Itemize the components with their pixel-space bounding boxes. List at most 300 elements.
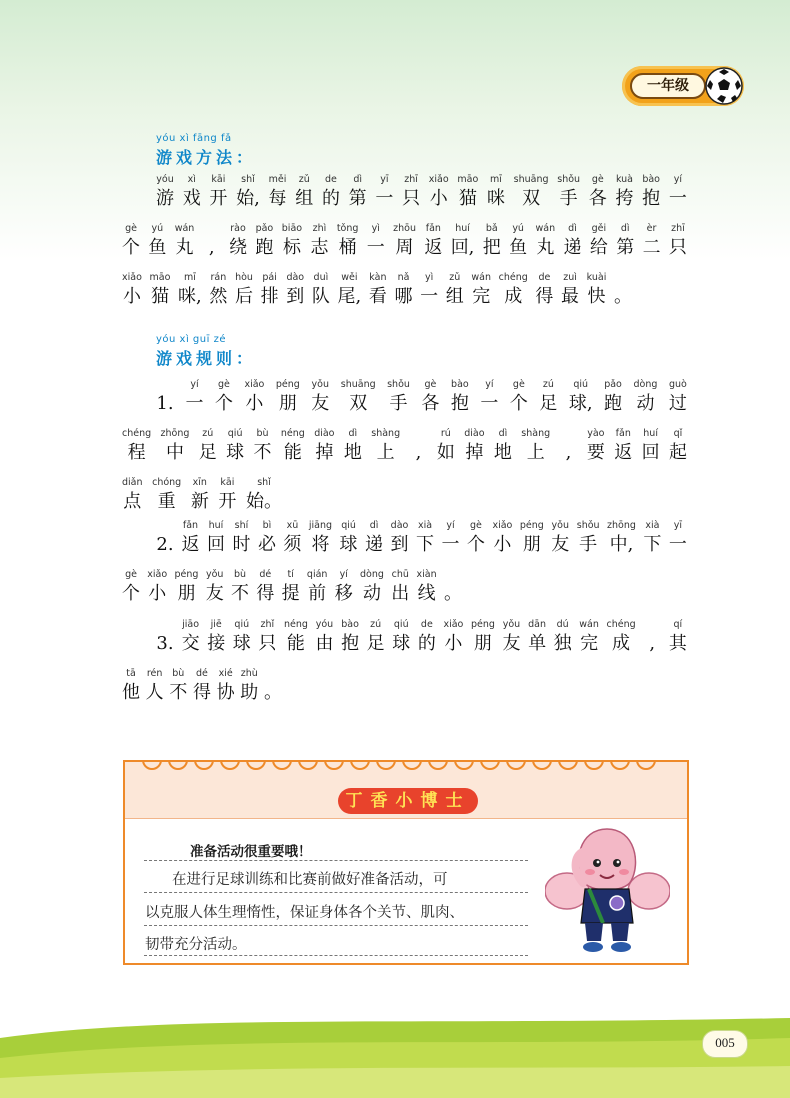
- ruby-token: [335, 567, 353, 611]
- pinyin: zhī: [404, 174, 418, 185]
- hanzi: 足: [198, 442, 217, 463]
- ruby-token: [147, 567, 167, 611]
- ruby-token: [258, 518, 276, 562]
- ruby-token: [185, 377, 203, 421]
- pinyin: dú: [556, 619, 569, 630]
- pinyin: zhǐ: [260, 619, 275, 630]
- pinyin: chéng: [122, 428, 152, 439]
- hanzi: 手: [389, 393, 408, 414]
- ruby-token: [175, 221, 195, 265]
- pinyin: zú: [202, 428, 214, 439]
- hanzi: 递: [365, 534, 384, 555]
- ruby-token: [209, 172, 227, 216]
- hanzi: 得: [256, 583, 275, 604]
- hanzi: 个: [122, 237, 140, 258]
- ruby-token: [150, 270, 171, 314]
- ruby-token: [309, 518, 332, 562]
- ruby-token: [269, 172, 287, 216]
- pinyin: zú: [370, 619, 382, 630]
- hanzi: ,: [208, 237, 215, 258]
- pinyin: wán: [579, 619, 599, 630]
- tip-title: 丁香小博士: [338, 788, 478, 814]
- ruby-token: [218, 475, 236, 519]
- ruby-token: [560, 426, 578, 470]
- ruby-token: [240, 666, 258, 710]
- hanzi: 一: [185, 393, 204, 414]
- ruby-token: [451, 221, 475, 265]
- ruby-token: [203, 221, 221, 265]
- hanzi: 得: [535, 286, 554, 307]
- hanzi: 球: [226, 442, 245, 463]
- pinyin: wěi: [341, 272, 358, 283]
- pinyin: péng: [519, 520, 544, 531]
- rules-title-text: 游戏规则：: [156, 349, 257, 368]
- hanzi: 返: [424, 237, 443, 258]
- dashed-rule: [144, 925, 528, 926]
- ruby-token: [387, 377, 410, 421]
- ruby-token: [606, 617, 635, 661]
- pinyin: yì: [425, 272, 434, 283]
- ruby-token: [551, 518, 569, 562]
- tip-heading: 准备活动很重要哦！: [190, 844, 312, 860]
- ruby-token: [255, 221, 273, 265]
- ruby-token: [178, 270, 202, 314]
- pinyin: huí: [455, 223, 470, 234]
- hanzi: 过: [668, 393, 687, 414]
- ruby-token: [367, 221, 385, 265]
- hanzi: 小: [148, 583, 167, 604]
- pinyin: chéng: [606, 619, 636, 630]
- hanzi: 绕: [229, 237, 248, 258]
- grade-badge: [622, 66, 744, 106]
- hanzi: 二: [642, 237, 661, 258]
- ruby-token: [642, 172, 660, 216]
- hanzi: 一: [375, 188, 394, 209]
- ruby-token: [467, 518, 485, 562]
- hanzi: 抱: [341, 633, 360, 654]
- ruby-token: [282, 567, 300, 611]
- hanzi: 小: [122, 286, 141, 307]
- hanzi: 必: [257, 534, 276, 555]
- hanzi: 回: [641, 442, 660, 463]
- hanzi: 丸: [175, 237, 194, 258]
- pinyin: duì: [313, 272, 329, 283]
- hanzi: 新: [190, 491, 209, 512]
- ruby-token: [561, 270, 579, 314]
- hanzi: 手: [579, 534, 598, 555]
- ruby-token: [254, 426, 272, 470]
- hanzi: 。: [613, 286, 632, 307]
- ruby-token: [217, 666, 235, 710]
- ruby-token: [557, 172, 580, 216]
- page-number: 005: [702, 1030, 748, 1058]
- hanzi: 个: [466, 534, 485, 555]
- pinyin: dì: [348, 428, 358, 439]
- ruby-token: [122, 270, 142, 314]
- rules-title-pinyin: yóu xì guī zé: [156, 334, 226, 345]
- text-line: [122, 567, 462, 611]
- ruby-token: [420, 270, 438, 314]
- pinyin: kāi: [220, 477, 235, 488]
- ruby-token: [122, 426, 151, 470]
- hanzi: 地: [493, 442, 512, 463]
- ruby-token: [446, 270, 464, 314]
- ruby-token: [669, 221, 687, 265]
- pinyin: xì: [187, 174, 196, 185]
- pinyin: zǔ: [298, 174, 310, 185]
- pinyin: yī: [673, 520, 683, 531]
- pinyin: dé: [196, 668, 208, 679]
- ruby-token: [340, 518, 358, 562]
- ruby-token: [231, 567, 249, 611]
- hanzi: 周: [395, 237, 414, 258]
- ruby-token: [156, 617, 174, 661]
- pinyin: dé: [259, 569, 272, 580]
- hanzi: 如: [436, 442, 455, 463]
- hanzi: 的: [321, 188, 340, 209]
- pinyin: pǎo: [255, 223, 274, 234]
- pinyin: diào: [314, 428, 335, 439]
- hanzi: 第: [616, 237, 635, 258]
- pinyin: shàng: [371, 428, 401, 439]
- grade-label: 一年级: [630, 73, 706, 99]
- hanzi: 朋: [278, 393, 297, 414]
- text-line: [156, 617, 687, 661]
- hanzi: 抱: [642, 188, 661, 209]
- pinyin: yí: [190, 379, 199, 390]
- grass-decoration: [0, 1008, 790, 1098]
- ruby-token: [283, 518, 301, 562]
- ruby-token: [393, 221, 416, 265]
- pinyin: dì: [369, 520, 379, 531]
- ruby-token: [429, 172, 449, 216]
- pinyin: zú: [542, 379, 554, 390]
- pinyin: yǒu: [206, 569, 224, 580]
- hanzi: 始,: [236, 188, 260, 209]
- hanzi: 组: [445, 286, 464, 307]
- pinyin: yóu: [315, 619, 334, 630]
- ruby-token: [122, 221, 140, 265]
- hanzi: 戏: [182, 188, 201, 209]
- ruby-token: [487, 172, 505, 216]
- hanzi: 得: [192, 682, 211, 703]
- text-line: [156, 377, 687, 421]
- pinyin: shǒu: [557, 174, 581, 185]
- ruby-token: [276, 377, 300, 421]
- hanzi: 球: [232, 633, 251, 654]
- hanzi: 程: [127, 442, 146, 463]
- ruby-token: [199, 426, 217, 470]
- ruby-token: [642, 426, 660, 470]
- ruby-token: [569, 377, 593, 421]
- text-line: [122, 475, 282, 519]
- pinyin: pǎo: [604, 379, 622, 390]
- ruby-token: [365, 518, 383, 562]
- ruby-token: [215, 377, 233, 421]
- ruby-token: [669, 617, 687, 661]
- hanzi: 咪: [486, 188, 505, 209]
- ruby-token: [264, 666, 282, 710]
- ruby-token: [307, 567, 328, 611]
- ruby-token: [229, 221, 247, 265]
- ruby-token: [261, 270, 279, 314]
- hanzi: 队: [311, 286, 330, 307]
- ruby-token: [521, 426, 550, 470]
- pinyin: diào: [464, 428, 485, 439]
- pinyin: jiāo: [182, 619, 200, 630]
- ruby-token: [182, 617, 200, 661]
- hanzi: 能: [283, 442, 302, 463]
- hanzi: 猫: [458, 188, 477, 209]
- rules-section-title: [156, 334, 256, 369]
- hanzi: 小: [245, 393, 264, 414]
- hanzi: 由: [315, 633, 334, 654]
- ruby-token: [367, 617, 385, 661]
- hanzi: 点: [123, 491, 142, 512]
- hanzi: 开: [209, 188, 228, 209]
- ruby-token: [375, 172, 393, 216]
- hanzi: 重: [157, 491, 176, 512]
- hanzi: 单: [528, 633, 547, 654]
- hanzi: 猫: [150, 286, 169, 307]
- pinyin: péng: [275, 379, 300, 390]
- pinyin: nǎ: [397, 272, 410, 283]
- hanzi: 协: [216, 682, 235, 703]
- pinyin: xià: [417, 520, 433, 531]
- hanzi: 他: [122, 682, 140, 703]
- ruby-token: [616, 221, 634, 265]
- pinyin: dì: [353, 174, 362, 185]
- hanzi: 朋: [522, 534, 541, 555]
- hanzi: 完: [472, 286, 491, 307]
- pinyin: tí: [287, 569, 294, 580]
- hanzi: 不: [231, 583, 250, 604]
- pinyin: bào: [451, 379, 469, 390]
- pinyin: kuà: [615, 174, 633, 185]
- hanzi: 个: [509, 393, 528, 414]
- hanzi: 前: [308, 583, 327, 604]
- ruby-token: [424, 221, 442, 265]
- hanzi: 助: [240, 682, 259, 703]
- hanzi: 标: [282, 237, 301, 258]
- pinyin: qián: [306, 569, 328, 580]
- ruby-token: [451, 377, 469, 421]
- ruby-token: [409, 426, 427, 470]
- pinyin: yí: [485, 379, 494, 390]
- tip-line-2: 以克服人体生理惰性，保证身体各个关节、肌肉、: [145, 905, 464, 921]
- pinyin: qiú: [573, 379, 589, 390]
- dashed-rule: [144, 892, 528, 893]
- hanzi: 到: [286, 286, 305, 307]
- pinyin: xié: [218, 668, 233, 679]
- pinyin: de: [420, 619, 433, 630]
- hanzi: 起: [669, 442, 687, 463]
- pinyin: gěi: [591, 223, 607, 234]
- ruby-token: [395, 270, 413, 314]
- hanzi: 一: [480, 393, 499, 414]
- ruby-token: [156, 377, 174, 421]
- pinyin: mī: [183, 272, 196, 283]
- pinyin: xiàn: [416, 569, 437, 580]
- ruby-token: [322, 172, 340, 216]
- hanzi: 挎: [615, 188, 634, 209]
- pinyin: péng: [470, 619, 495, 630]
- ruby-token: [590, 221, 608, 265]
- ruby-token: [146, 666, 164, 710]
- hanzi: 独: [553, 633, 572, 654]
- ruby-token: [341, 377, 376, 421]
- ruby-token: [418, 617, 436, 661]
- ruby-token: [236, 172, 260, 216]
- hanzi: 完: [580, 633, 599, 654]
- ruby-token: [554, 617, 572, 661]
- ruby-token: [235, 270, 253, 314]
- text-line: [122, 270, 632, 314]
- pinyin: zuì: [563, 272, 577, 283]
- pinyin: rào: [230, 223, 246, 234]
- hanzi: 手: [559, 188, 578, 209]
- pinyin: bù: [234, 569, 247, 580]
- hanzi: 。: [263, 682, 282, 703]
- hanzi: ,: [415, 442, 422, 463]
- hanzi: 一: [420, 286, 439, 307]
- ruby-token: [464, 426, 484, 470]
- pinyin: yú: [151, 223, 164, 234]
- ruby-token: [206, 567, 224, 611]
- pinyin: gè: [218, 379, 230, 390]
- ruby-token: [494, 426, 512, 470]
- hanzi: 各: [421, 393, 440, 414]
- hanzi: 2.: [156, 534, 174, 555]
- text-line: [156, 172, 687, 216]
- soccer-ball-icon: [704, 66, 744, 106]
- ruby-token: [502, 617, 520, 661]
- hanzi: 上: [526, 442, 545, 463]
- pinyin: gè: [512, 379, 525, 390]
- hanzi: 咪,: [178, 286, 202, 307]
- pinyin: kuài: [586, 272, 607, 283]
- hanzi: 各: [588, 188, 607, 209]
- pinyin: shǐ: [257, 477, 271, 488]
- ruby-token: [207, 617, 225, 661]
- ruby-token: [360, 567, 384, 611]
- hanzi: 抱: [450, 393, 469, 414]
- pinyin: rén: [146, 668, 163, 679]
- hanzi: 个: [122, 583, 140, 604]
- pinyin: zhōng: [607, 520, 636, 531]
- pinyin: bǎ: [485, 223, 498, 234]
- hanzi: 给: [589, 237, 608, 258]
- text-line: [122, 426, 687, 470]
- pinyin: guò: [668, 379, 687, 390]
- hanzi: 只: [668, 237, 687, 258]
- hanzi: 友: [205, 583, 224, 604]
- pinyin: fǎn: [615, 428, 631, 439]
- ruby-token: [391, 518, 409, 562]
- pinyin: yǒu: [551, 520, 569, 531]
- pinyin: dào: [390, 520, 409, 531]
- pinyin: shuāng: [340, 379, 376, 390]
- pinyin: bì: [262, 520, 272, 531]
- pinyin: kāi: [211, 174, 226, 185]
- hanzi: 朋: [177, 583, 196, 604]
- hanzi: 3.: [156, 633, 174, 654]
- ruby-token: [181, 518, 199, 562]
- hanzi: 须: [283, 534, 302, 555]
- pinyin: néng: [280, 428, 305, 439]
- pinyin: shǒu: [387, 379, 410, 390]
- notebook-rings-icon: [135, 750, 675, 776]
- pinyin: chéng: [498, 272, 528, 283]
- hanzi: 排: [260, 286, 279, 307]
- ruby-token: [312, 270, 330, 314]
- hanzi: ,: [649, 633, 656, 654]
- hanzi: 一: [366, 237, 385, 258]
- hanzi: 最: [561, 286, 580, 307]
- ruby-token: [226, 426, 244, 470]
- hanzi: 小: [493, 534, 512, 555]
- hanzi: 回,: [450, 237, 475, 258]
- pinyin: rán: [210, 272, 227, 283]
- hanzi: 地: [343, 442, 362, 463]
- ruby-token: [311, 377, 329, 421]
- hanzi: 友: [311, 393, 330, 414]
- pinyin: néng: [283, 619, 308, 630]
- hanzi: 回: [206, 534, 225, 555]
- hanzi: 足: [539, 393, 558, 414]
- ruby-token: [510, 377, 528, 421]
- ruby-token: [535, 270, 553, 314]
- text-line: [156, 518, 687, 562]
- hanzi: 双: [349, 393, 368, 414]
- ruby-token: [281, 426, 305, 470]
- ruby-token: [615, 172, 633, 216]
- ruby-token: [492, 518, 512, 562]
- pinyin: yú: [512, 223, 524, 234]
- ruby-token: [577, 518, 600, 562]
- ruby-token: [175, 567, 199, 611]
- ruby-token: [539, 377, 557, 421]
- hanzi: 一: [668, 534, 687, 555]
- hanzi: 始。: [246, 491, 282, 512]
- ruby-token: [669, 377, 687, 421]
- ruby-token: [437, 426, 455, 470]
- hanzi: 动: [362, 583, 381, 604]
- pinyin: bào: [341, 619, 359, 630]
- hanzi: 后: [235, 286, 254, 307]
- pinyin: dì: [620, 223, 630, 234]
- ruby-token: [315, 617, 333, 661]
- pinyin: yí: [339, 569, 348, 580]
- pinyin: dān: [528, 619, 547, 630]
- pinyin: dì: [498, 428, 508, 439]
- pinyin: zhī: [671, 223, 685, 234]
- tip-line-1: 在进行足球训练和比赛前做好准备活动，可: [172, 872, 448, 888]
- pinyin: huí: [208, 520, 224, 531]
- pinyin: diǎn: [122, 477, 143, 488]
- ruby-token: [587, 270, 607, 314]
- method-title-text: 游戏方法：: [156, 148, 257, 167]
- hanzi: 小: [429, 188, 448, 209]
- dashed-rule: [144, 955, 528, 956]
- pinyin: bù: [172, 668, 185, 679]
- ruby-token: [209, 270, 227, 314]
- pinyin: yī: [380, 174, 389, 185]
- hanzi: 丸: [536, 237, 555, 258]
- hanzi: 球: [339, 534, 358, 555]
- ruby-token: [286, 270, 304, 314]
- ruby-token: [634, 377, 658, 421]
